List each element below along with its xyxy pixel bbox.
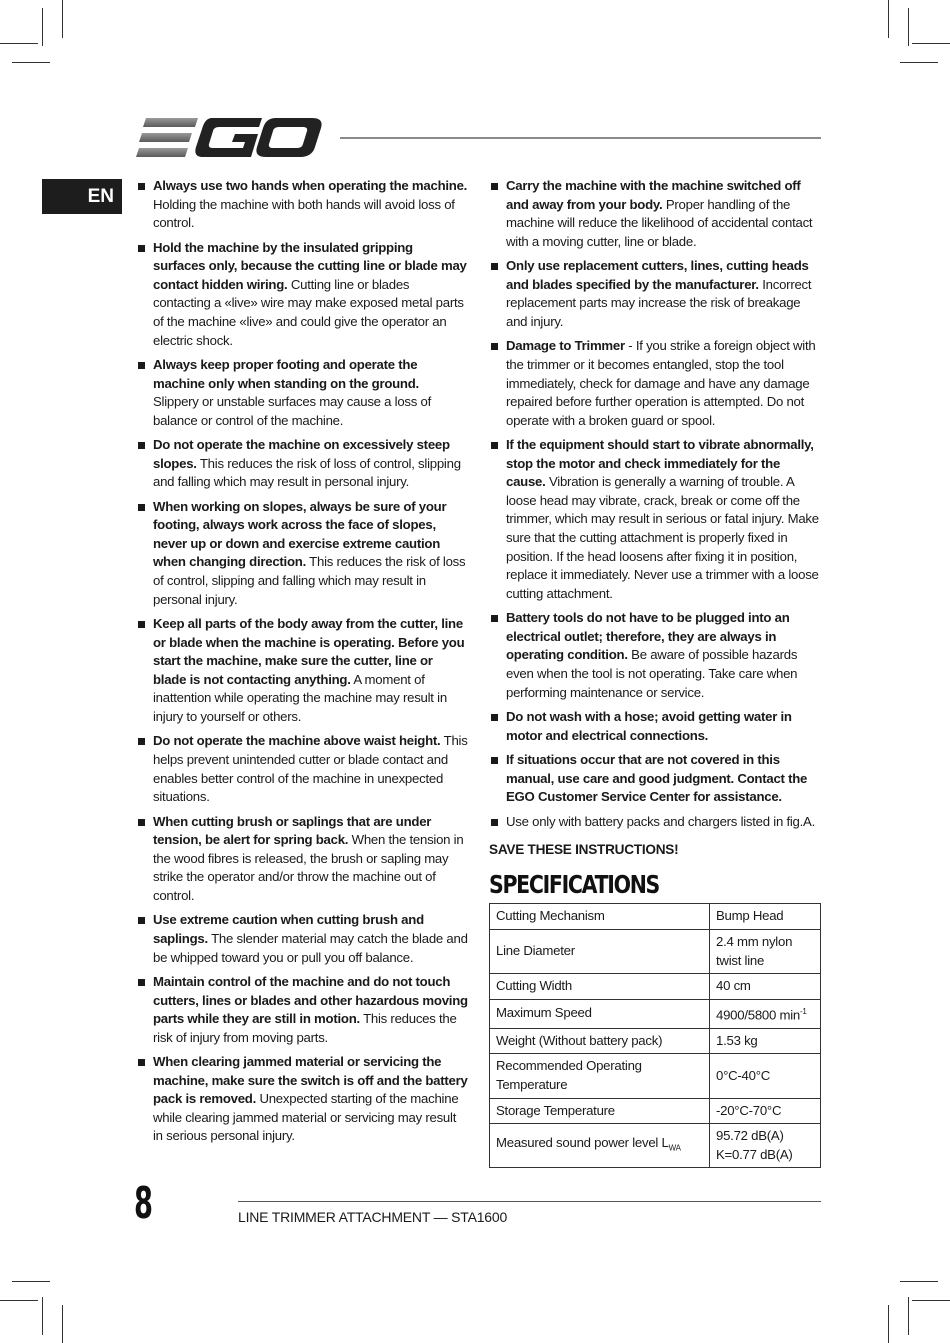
crop-mark bbox=[62, 1305, 63, 1343]
crop-mark bbox=[912, 43, 950, 44]
spec-value: 4900/5800 $\min^{-1}$ bbox=[710, 999, 821, 1028]
item-text: This reduces the risk of injury from moving parts. bbox=[153, 1011, 457, 1045]
list-item bbox=[136, 356, 468, 430]
spec-row bbox=[490, 1098, 821, 1124]
spec-row bbox=[490, 1054, 821, 1098]
crop-mark bbox=[12, 1281, 50, 1282]
specifications-title: SPECIFICATIONS bbox=[489, 869, 660, 899]
crop-mark bbox=[62, 0, 63, 38]
list-item bbox=[489, 708, 822, 745]
list-item bbox=[136, 732, 468, 806]
crop-mark bbox=[12, 62, 50, 63]
item-heading: Damage to Trimmer bbox=[506, 338, 625, 354]
spec-row bbox=[490, 904, 821, 930]
crop-mark bbox=[908, 8, 909, 46]
item-text: Unexpected starting of the machine while clearing jammed material or servicing may result in serious personal injury. bbox=[153, 1091, 459, 1144]
item-heading: Carry the machine with the machine switched off and away from your body. bbox=[506, 178, 801, 212]
list-item bbox=[489, 337, 822, 430]
left-column bbox=[136, 177, 468, 1152]
item-heading: When cutting brush or saplings that are under tension, be alert for spring back. bbox=[153, 813, 432, 848]
crop-mark bbox=[888, 0, 889, 38]
spec-value: 2.4 mm nylon twist line bbox=[710, 929, 821, 973]
item-text: This helps prevent unintended cutter or blade contact and enables better control of the machine in unexpected situations. bbox=[153, 733, 468, 805]
list-item bbox=[136, 239, 468, 351]
save-instructions: SAVE THESE INSTRUCTIONS! bbox=[489, 842, 679, 858]
list-item bbox=[136, 813, 468, 906]
spec-value: -20°C-70°C bbox=[710, 1098, 821, 1124]
spec-label: Maximum Speed bbox=[490, 999, 710, 1028]
spec-label: Recommended Operating Temperature bbox=[490, 1054, 710, 1098]
list-item bbox=[489, 813, 822, 832]
spec-label: Cutting Width bbox=[490, 974, 710, 1000]
crop-mark bbox=[900, 62, 938, 63]
spec-label-subscript: WA bbox=[668, 1143, 681, 1153]
item-text: When the tension in the wood fibres is released, the brush or sapling may strike the operator and/or throw the machine out of control. bbox=[153, 832, 464, 903]
spec-row bbox=[490, 974, 821, 1000]
spec-row bbox=[490, 999, 821, 1028]
item-heading: Keep all parts of the body away from the cutter, line or blade when the machine is operating. Before you start the machine, make sure the cutter, line or blade is not contacting anything. bbox=[153, 616, 465, 687]
item-text: Proper handling of the machine will reduce the likelihood of accidental contact with a moving cutter, line or blade. bbox=[506, 196, 813, 249]
item-text: Cutting line or blades contacting a «live» wire may make exposed metal parts of the machine «live» and could give the operator an electric shock. bbox=[153, 276, 464, 348]
crop-mark bbox=[0, 43, 38, 44]
footer-rule bbox=[238, 1201, 821, 1202]
footer-text: LINE TRIMMER ATTACHMENT — STA1600 bbox=[238, 1209, 508, 1225]
item-text: A moment of inattention while operating the machine may result in injury to yourself or others. bbox=[153, 671, 447, 725]
item-text: This reduces the risk of loss of control, slipping and falling which may result in personal injury. bbox=[153, 455, 461, 490]
crop-mark bbox=[900, 1281, 938, 1282]
crop-mark bbox=[0, 1300, 38, 1301]
list-item bbox=[136, 1053, 468, 1146]
right-column bbox=[489, 177, 822, 1168]
crop-mark bbox=[42, 8, 43, 46]
list-item bbox=[489, 177, 822, 251]
list-item bbox=[136, 498, 468, 610]
item-text: - If you strike a foreign object with the trimmer or it becomes entangled, stop the tool immediately, check for damage and have any damage repaired before further operation is attempted. Do not operate with a broken guard or spool. bbox=[506, 338, 816, 428]
list-item bbox=[136, 177, 468, 233]
item-text: Holding the machine with both hands will avoid loss of control. bbox=[153, 196, 455, 231]
item-heading: Hold the machine by the insulated gripping surfaces only, because the cutting line or blade may contact hidden wiring. bbox=[153, 239, 467, 292]
list-item bbox=[136, 973, 468, 1047]
item-heading: When working on slopes, always be sure of your footing, always work across the face of slopes, never up or down and exercise extreme caution when changing direction. bbox=[153, 498, 447, 570]
spec-row bbox=[490, 1028, 821, 1054]
spec-label: Weight (Without battery pack) bbox=[490, 1028, 710, 1054]
item-heading: Always keep proper footing and operate the machine only when standing on the ground. bbox=[153, 356, 419, 391]
item-heading: Do not wash with a hose; avoid getting water in motor and electrical connections. bbox=[506, 709, 792, 743]
item-text: Slippery or unstable surfaces may cause a loss of balance or control of the machine. bbox=[153, 394, 432, 428]
spec-row bbox=[490, 1124, 821, 1168]
specifications-table bbox=[489, 903, 821, 1168]
item-heading: Maintain control of the machine and do not touch cutters, lines or blades and other hazardous moving parts while they are still in motion. bbox=[153, 973, 468, 1027]
spec-label: Storage Temperature bbox=[490, 1098, 710, 1124]
item-heading: Do not operate the machine above waist height. bbox=[153, 733, 441, 749]
safety-list-right bbox=[489, 177, 822, 831]
spec-label: Cutting Mechanism bbox=[490, 904, 710, 930]
list-item bbox=[489, 436, 822, 603]
spec-value: 1.53 kg bbox=[710, 1028, 821, 1054]
list-item bbox=[489, 609, 822, 702]
spec-value: 95.72 dB(A) K=0.77 dB(A) bbox=[710, 1124, 821, 1168]
item-heading: If the equipment should start to vibrate abnormally, stop the motor and check immediately for the cause. bbox=[506, 437, 814, 490]
language-tab: EN bbox=[42, 179, 122, 214]
item-text: Vibration is generally a warning of trouble. A loose head may vibrate, crack, break or come off the trimmer, which may result in serious or fatal injury. Make sure that the cutting attachment is properly fixed in position. If the head loosens after fixing it in position, replace it immediately. Never use a trimmer with a loose cutting attachment. bbox=[506, 474, 819, 601]
item-heading: Use extreme caution when cutting brush and saplings. bbox=[153, 912, 424, 946]
list-item bbox=[489, 751, 822, 807]
item-heading: Only use replacement cutters, lines, cutting heads and blades specified by the manufacturer. bbox=[506, 258, 809, 292]
item-heading: If situations occur that are not covered in this manual, use care and good judgment. Contact the EGO Customer Service Center for assistance. bbox=[506, 752, 808, 805]
item-text: The slender material may catch the blade and be whipped toward you or pull you off balance. bbox=[153, 930, 468, 965]
ego-logo bbox=[136, 116, 322, 160]
spec-label: Line Diameter bbox=[490, 929, 710, 973]
spec-value: Bump Head bbox=[710, 904, 821, 930]
spec-label: Measured sound power level $L_{WA}$ bbox=[490, 1124, 710, 1168]
safety-list-left bbox=[136, 177, 468, 1146]
item-heading: When clearing jammed material or servicing the machine, make sure the switch is off and the battery pack is removed. bbox=[153, 1054, 468, 1107]
spec-value: 0°C-40°C bbox=[710, 1054, 821, 1098]
spec-value-superscript: -1 bbox=[800, 1006, 807, 1016]
spec-value: 40 cm bbox=[710, 974, 821, 1000]
page-number: 8 bbox=[134, 1178, 153, 1229]
item-text: This reduces the risk of loss of control, slipping and falling which may result in personal injury. bbox=[153, 554, 466, 607]
item-heading: Always use two hands when operating the machine. bbox=[153, 178, 468, 193]
crop-mark bbox=[908, 1297, 909, 1335]
header-rule bbox=[340, 137, 821, 139]
list-item bbox=[136, 436, 468, 492]
crop-mark bbox=[888, 1305, 889, 1343]
spec-row bbox=[490, 929, 821, 973]
list-item bbox=[489, 257, 822, 331]
item-text: Incorrect replacement parts may increase the risk of breakage and injury. bbox=[506, 276, 812, 329]
list-item bbox=[136, 615, 468, 727]
item-text: Use only with battery packs and chargers listed in fig.A. bbox=[506, 813, 815, 829]
crop-mark bbox=[42, 1297, 43, 1335]
list-item bbox=[136, 911, 468, 967]
crop-mark bbox=[912, 1300, 950, 1301]
item-heading: Do not operate the machine on excessively steep slopes. bbox=[153, 437, 450, 471]
item-text: Be aware of possible hazards even when the tool is not operating. Take care when performing maintenance or service. bbox=[506, 647, 798, 700]
item-heading: Battery tools do not have to be plugged into an electrical outlet; therefore, they are always in operating condition. bbox=[506, 610, 790, 663]
